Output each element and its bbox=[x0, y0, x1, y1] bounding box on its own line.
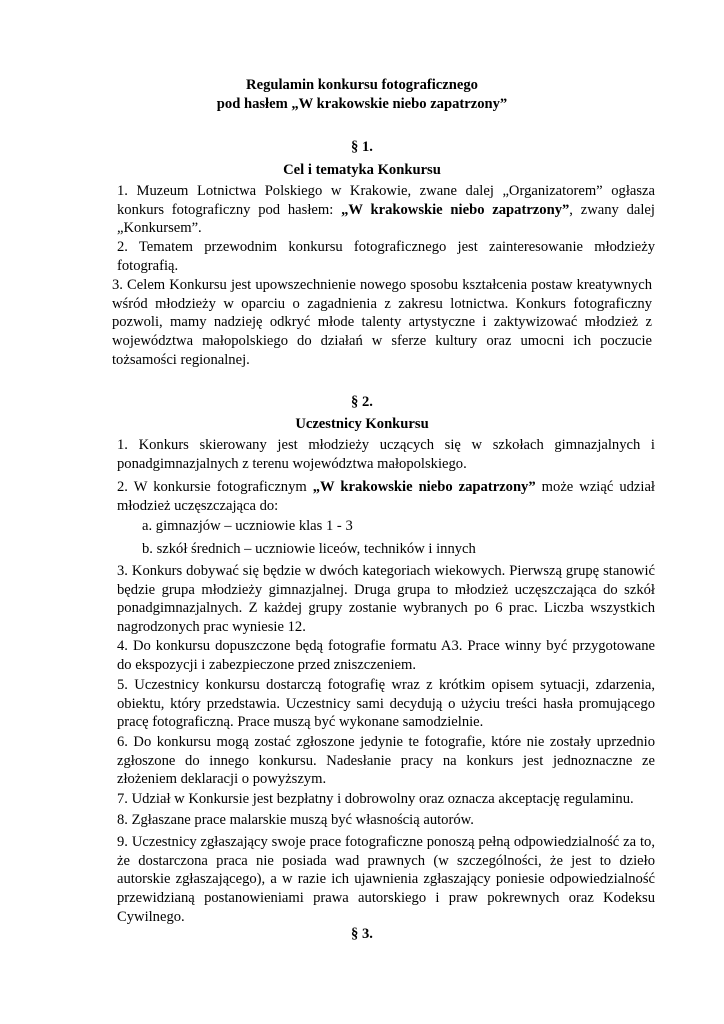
section-1-heading: Cel i tematyka Konkursu bbox=[283, 162, 441, 178]
section-2-paragraph-3: 3. Konkurs dobywać się będzie w dwóch kategoriach wiekowych. Pierwszą grupę stanowić będzie grupa młodzieży gimnazjalnej. Druga grupa to młodzież uczęszczająca do szkół ponadgimnazjalnych. Z każdej grupy zostanie wybranych po 6 prac. Liczba wszystkich nagrodzonych prac wyniesie 12. bbox=[117, 563, 655, 636]
title-line-2: pod hasłem „W krakowskie niebo zapatrzony” bbox=[216, 96, 508, 112]
section-1-paragraph-2: 2. Tematem przewodnim konkursu fotograficznego jest zainteresowanie młodzieży fotografią. bbox=[117, 239, 655, 274]
section-2-paragraph-5: 5. Uczestnicy konkursu dostarczą fotografię wraz z krótkim opisem sytuacji, zdarzenia, obiektu, który przedstawia. Uczestnicy sami decydują o użyciu treści hasła promującego pracę fotograficzną. Prace muszą być wykonane samodzielnie. bbox=[117, 677, 655, 731]
section-2-paragraph-6: 6. Do konkursu mogą zostać zgłoszone jedynie te fotografie, które nie zostały uprzednio zgłoszone do innego konkursu. Nadesłanie pracy na konkurs jest jednoznaczne ze złożeniem deklaracji o powyższym. bbox=[117, 734, 655, 788]
contest-slogan: „W krakowskie niebo zapatrzony” bbox=[312, 479, 536, 495]
section-2-paragraph-9: 9. Uczestnicy zgłaszający swoje prace fotograficzne ponoszą pełną odpowiedzialność za to, że dostarczona praca nie posiada wad prawnych (w szczególności, że jest to dzieło autorskie zgłaszającego), a w razie ich ujawnienia zgłaszający poniesie odpowiedzialność przewidzianą postanowieniami prawa autorskiego i praw pokrewnych oraz Kodeksu Cywilnego. bbox=[117, 834, 655, 925]
list-item-a: a. gimnazjów – uczniowie klas 1 - 3 bbox=[142, 518, 353, 534]
section-2-number: § 2. bbox=[351, 394, 373, 410]
section-1-paragraph-1: 1. Muzeum Lotnictwa Polskiego w Krakowie, zwane dalej „Organizatorem” ogłasza konkurs fotograficzny pod hasłem: „W krakowskie niebo zapatrzony”, zwany dalej „Konkursem”. bbox=[117, 183, 655, 237]
section-2-paragraph-7: 7. Udział w Konkursie jest bezpłatny i dobrowolny oraz oznacza akceptację regulaminu. bbox=[117, 791, 634, 807]
title-line-1: Regulamin konkursu fotograficznego bbox=[246, 77, 478, 93]
section-1-paragraph-3: 3. Celem Konkursu jest upowszechnienie nowego sposobu kształcenia postaw kreatywnych wśród młodzieży w oparciu o zagadnienia z zakresu lotnictwa. Konkurs fotograficzny pozwoli, mamy nadzieję odkryć młode talenty artystyczne i zaktywizować młodzież z województwa małopolskiego do działań w sferze kultury oraz umocni ich poczucie tożsamości regionalnej. bbox=[112, 277, 652, 368]
contest-slogan: „W krakowskie niebo zapatrzony” bbox=[341, 201, 570, 218]
section-2-paragraph-4: 4. Do konkursu dopuszczone będą fotografie formatu A3. Prace winny być przygotowane do ekspozycji i zabezpieczone przed zniszczeniem. bbox=[117, 638, 655, 673]
section-2-paragraph-8: 8. Zgłaszane prace malarskie muszą być własnością autorów. bbox=[117, 812, 474, 828]
list-item-b: b. szkół średnich – uczniowie liceów, techników i innych bbox=[142, 541, 476, 557]
section-1-number: § 1. bbox=[351, 139, 373, 155]
section-2-paragraph-2: 2. W konkursie fotograficznym „W krakowskie niebo zapatrzony” może wziąć udział młodzież uczęszczająca do: bbox=[117, 479, 655, 514]
section-3-number: § 3. bbox=[351, 926, 373, 942]
section-2-heading: Uczestnicy Konkursu bbox=[295, 416, 429, 432]
section-2-paragraph-1: 1. Konkurs skierowany jest młodzieży uczących się w szkołach gimnazjalnych i ponadgimnazjalnych z terenu województwa małopolskiego. bbox=[117, 437, 655, 472]
